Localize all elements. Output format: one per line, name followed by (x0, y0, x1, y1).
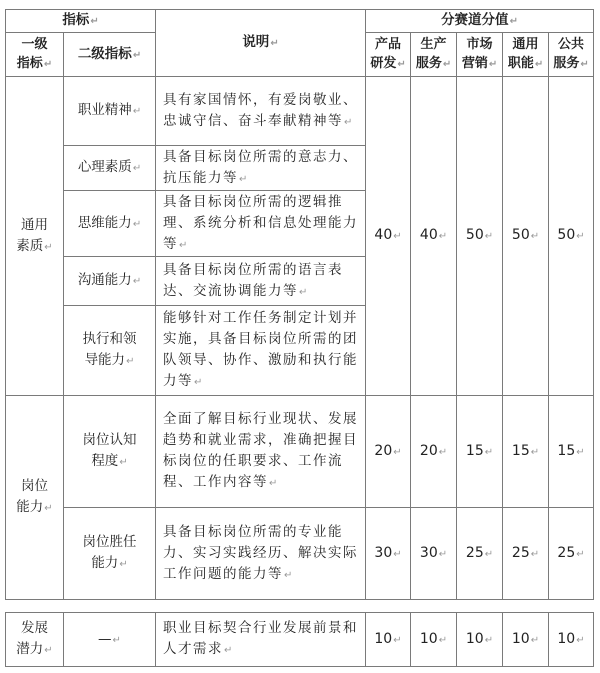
score-cell: 50↵ (549, 77, 594, 396)
score-cell: 25↵ (457, 508, 503, 600)
score-cell: 20↵ (366, 396, 411, 508)
score-cell: 50↵ (457, 77, 503, 396)
item-desc: 具备目标岗位所需的逻辑推理、系统分析和信息处理能力等↵ (156, 191, 366, 257)
score-cell: 25↵ (503, 508, 549, 600)
header-track-1: 产品 研发↵ (366, 33, 411, 77)
score-cell: 10↵ (457, 613, 503, 667)
header-track-2: 生产 服务↵ (411, 33, 457, 77)
header-indicator: 指标↵ (6, 10, 156, 33)
score-cell: 15↵ (503, 396, 549, 508)
header-track-3: 市场 营销↵ (457, 33, 503, 77)
header-level2: 二级指标↵ (64, 33, 156, 77)
item-desc: 全面了解目标行业现状、发展趋势和就业需求，准确把握目标岗位的任职要求、工作流程、工作内容等↵ (156, 396, 366, 508)
score-cell: 40↵ (411, 77, 457, 396)
score-cell: 25↵ (549, 508, 594, 600)
item-name: —↵ (64, 613, 156, 667)
item-desc: 具有家国情怀，有爱岗敬业、忠诚守信、奋斗奉献精神等↵ (156, 77, 366, 146)
item-name: 执行和领 导能力↵ (64, 306, 156, 396)
score-cell: 10↵ (503, 613, 549, 667)
score-cell: 15↵ (457, 396, 503, 508)
section-general-quality: 通用 素质↵ (6, 77, 64, 396)
header-track-5: 公共 服务↵ (549, 33, 594, 77)
item-name: 沟通能力↵ (64, 257, 156, 306)
score-cell: 10↵ (366, 613, 411, 667)
score-cell: 40↵ (366, 77, 411, 396)
score-cell: 30↵ (366, 508, 411, 600)
header-track-4: 通用 职能↵ (503, 33, 549, 77)
section-development-potential: 发展 潜力↵ (6, 613, 64, 667)
item-name: 心理素质↵ (64, 146, 156, 191)
score-cell: 15↵ (549, 396, 594, 508)
score-cell: 10↵ (411, 613, 457, 667)
header-explanation: 说明↵ (156, 10, 366, 77)
score-cell: 50↵ (503, 77, 549, 396)
item-name: 岗位认知 程度↵ (64, 396, 156, 508)
score-cell: 30↵ (411, 508, 457, 600)
header-score-group: 分赛道分值↵ (366, 10, 594, 33)
item-name: 职业精神↵ (64, 77, 156, 146)
item-name: 思维能力↵ (64, 191, 156, 257)
score-cell: 10↵ (549, 613, 594, 667)
header-level1: 一级 指标↵ (6, 33, 64, 77)
item-name: 岗位胜任 能力↵ (64, 508, 156, 600)
item-desc: 具备目标岗位所需的意志力、抗压能力等↵ (156, 146, 366, 191)
item-desc: 职业目标契合行业发展前景和人才需求↵ (156, 613, 366, 667)
item-desc: 能够针对工作任务制定计划并实施，具备目标岗位所需的团队领导、协作、激励和执行能力等↵ (156, 306, 366, 396)
section-job-ability: 岗位 能力↵ (6, 396, 64, 600)
item-desc: 具备目标岗位所需的专业能力、实习实践经历、解决实际工作问题的能力等↵ (156, 508, 366, 600)
score-cell: 20↵ (411, 396, 457, 508)
development-potential-table (5, 612, 594, 667)
scoring-table (5, 9, 594, 600)
item-desc: 具备目标岗位所需的语言表达、交流协调能力等↵ (156, 257, 366, 306)
